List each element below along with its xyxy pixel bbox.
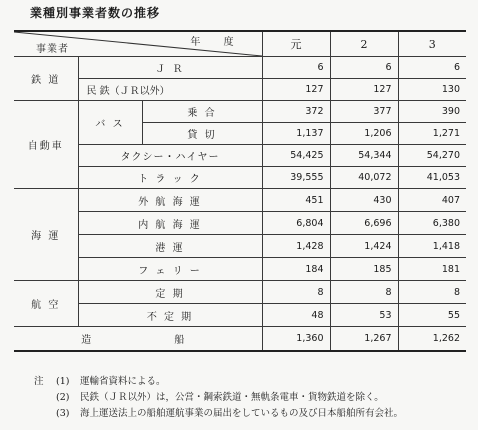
row-label-private-rail: 民 鉄（ＪＲ以外） (78, 79, 262, 101)
footnote-text: 民鉄（ＪＲ以外）は，公営・鋼索鉄道・無軌条電車・貨物鉄道を除く。 (80, 392, 384, 403)
cell-value: 1,262 (398, 327, 466, 351)
table-row (14, 304, 466, 327)
table-row (14, 258, 466, 281)
cell-value: 184 (262, 258, 330, 281)
row-label-bus-route: 乗 合 (142, 101, 262, 123)
category-railway: 鉄 道 (14, 57, 78, 101)
business-header-label: 事業者 (36, 44, 69, 55)
table-row (14, 145, 466, 167)
row-label-truck: ト ラ ッ ク (78, 167, 262, 189)
table-row (14, 101, 466, 123)
footnote (34, 374, 403, 390)
table-row (14, 327, 466, 351)
row-label-harbor-transport: 港 運 (78, 235, 262, 258)
cell-value: 1,206 (330, 123, 398, 145)
table-header-row (14, 31, 466, 57)
cell-value: 6,804 (262, 212, 330, 235)
cell-value: 407 (398, 189, 466, 212)
table-row (14, 167, 466, 189)
cell-value: 8 (398, 281, 466, 304)
cell-value: 130 (398, 79, 466, 101)
year-header-3: 3 (398, 31, 466, 57)
footnote-text: 運輸省資料による。 (80, 376, 166, 387)
cell-value: 1,360 (262, 327, 330, 351)
footnotes (34, 374, 403, 422)
cell-value: 48 (262, 304, 330, 327)
cell-value: 185 (330, 258, 398, 281)
sub-category-bus: バ ス (78, 101, 142, 145)
cell-value: 6 (262, 57, 330, 79)
cell-value: 181 (398, 258, 466, 281)
cell-value: 1,418 (398, 235, 466, 258)
year-header-2: 2 (330, 31, 398, 57)
cell-value: 8 (262, 281, 330, 304)
table-row (14, 79, 466, 101)
cell-value: 53 (330, 304, 398, 327)
cell-value: 41,053 (398, 167, 466, 189)
cell-value: 54,344 (330, 145, 398, 167)
footnote-number: (1) (56, 376, 70, 387)
cell-value: 1,267 (330, 327, 398, 351)
category-aviation: 航 空 (14, 281, 78, 327)
cell-value: 390 (398, 101, 466, 123)
cell-value: 40,072 (330, 167, 398, 189)
row-label-ocean-shipping: 外 航 海 運 (78, 189, 262, 212)
footnote-label: 注 (34, 376, 44, 387)
year-header-1: 元 (262, 31, 330, 57)
table-row (14, 235, 466, 258)
row-label-taxi: タクシー・ハイヤー (78, 145, 262, 167)
cell-value: 54,425 (262, 145, 330, 167)
row-label-air-irregular: 不 定 期 (78, 304, 262, 327)
cell-value: 127 (262, 79, 330, 101)
row-label-ferry: フ ェ リ ー (78, 258, 262, 281)
cell-value: 55 (398, 304, 466, 327)
category-shipbuilding: 造 船 (14, 327, 262, 351)
cell-value: 372 (262, 101, 330, 123)
table-row (14, 189, 466, 212)
cell-value: 54,270 (398, 145, 466, 167)
cell-value: 377 (330, 101, 398, 123)
cell-value: 8 (330, 281, 398, 304)
category-shipping: 海 運 (14, 189, 78, 281)
footnote-number: (2) (56, 392, 70, 403)
cell-value: 6 (330, 57, 398, 79)
cell-value: 6,380 (398, 212, 466, 235)
year-header-label: 年 度 (190, 37, 244, 48)
cell-value: 1,271 (398, 123, 466, 145)
cell-value: 430 (330, 189, 398, 212)
cell-value: 6,696 (330, 212, 398, 235)
footnote (34, 406, 403, 422)
business-count-table (14, 30, 466, 352)
row-label-air-regular: 定 期 (78, 281, 262, 304)
cell-value: 451 (262, 189, 330, 212)
table-row (14, 212, 466, 235)
cell-value: 1,424 (330, 235, 398, 258)
table-row (14, 57, 466, 79)
footnote-text: 海上運送法上の船舶運航事業の届出をしているもの及び日本船舶所有会社。 (80, 408, 404, 419)
footnote (34, 390, 403, 406)
row-label-bus-charter: 貸 切 (142, 123, 262, 145)
cell-value: 1,137 (262, 123, 330, 145)
category-automobile: 自動車 (14, 101, 78, 189)
footnote-number: (3) (56, 408, 70, 419)
cell-value: 6 (398, 57, 466, 79)
cell-value: 1,428 (262, 235, 330, 258)
row-label-coastal-shipping: 内 航 海 運 (78, 212, 262, 235)
cell-value: 39,555 (262, 167, 330, 189)
row-label-jr: Ｊ Ｒ (78, 57, 262, 79)
header-corner-cell (14, 31, 262, 57)
table-row (14, 281, 466, 304)
page-title: 業種別事業者数の推移 (30, 6, 161, 20)
cell-value: 127 (330, 79, 398, 101)
